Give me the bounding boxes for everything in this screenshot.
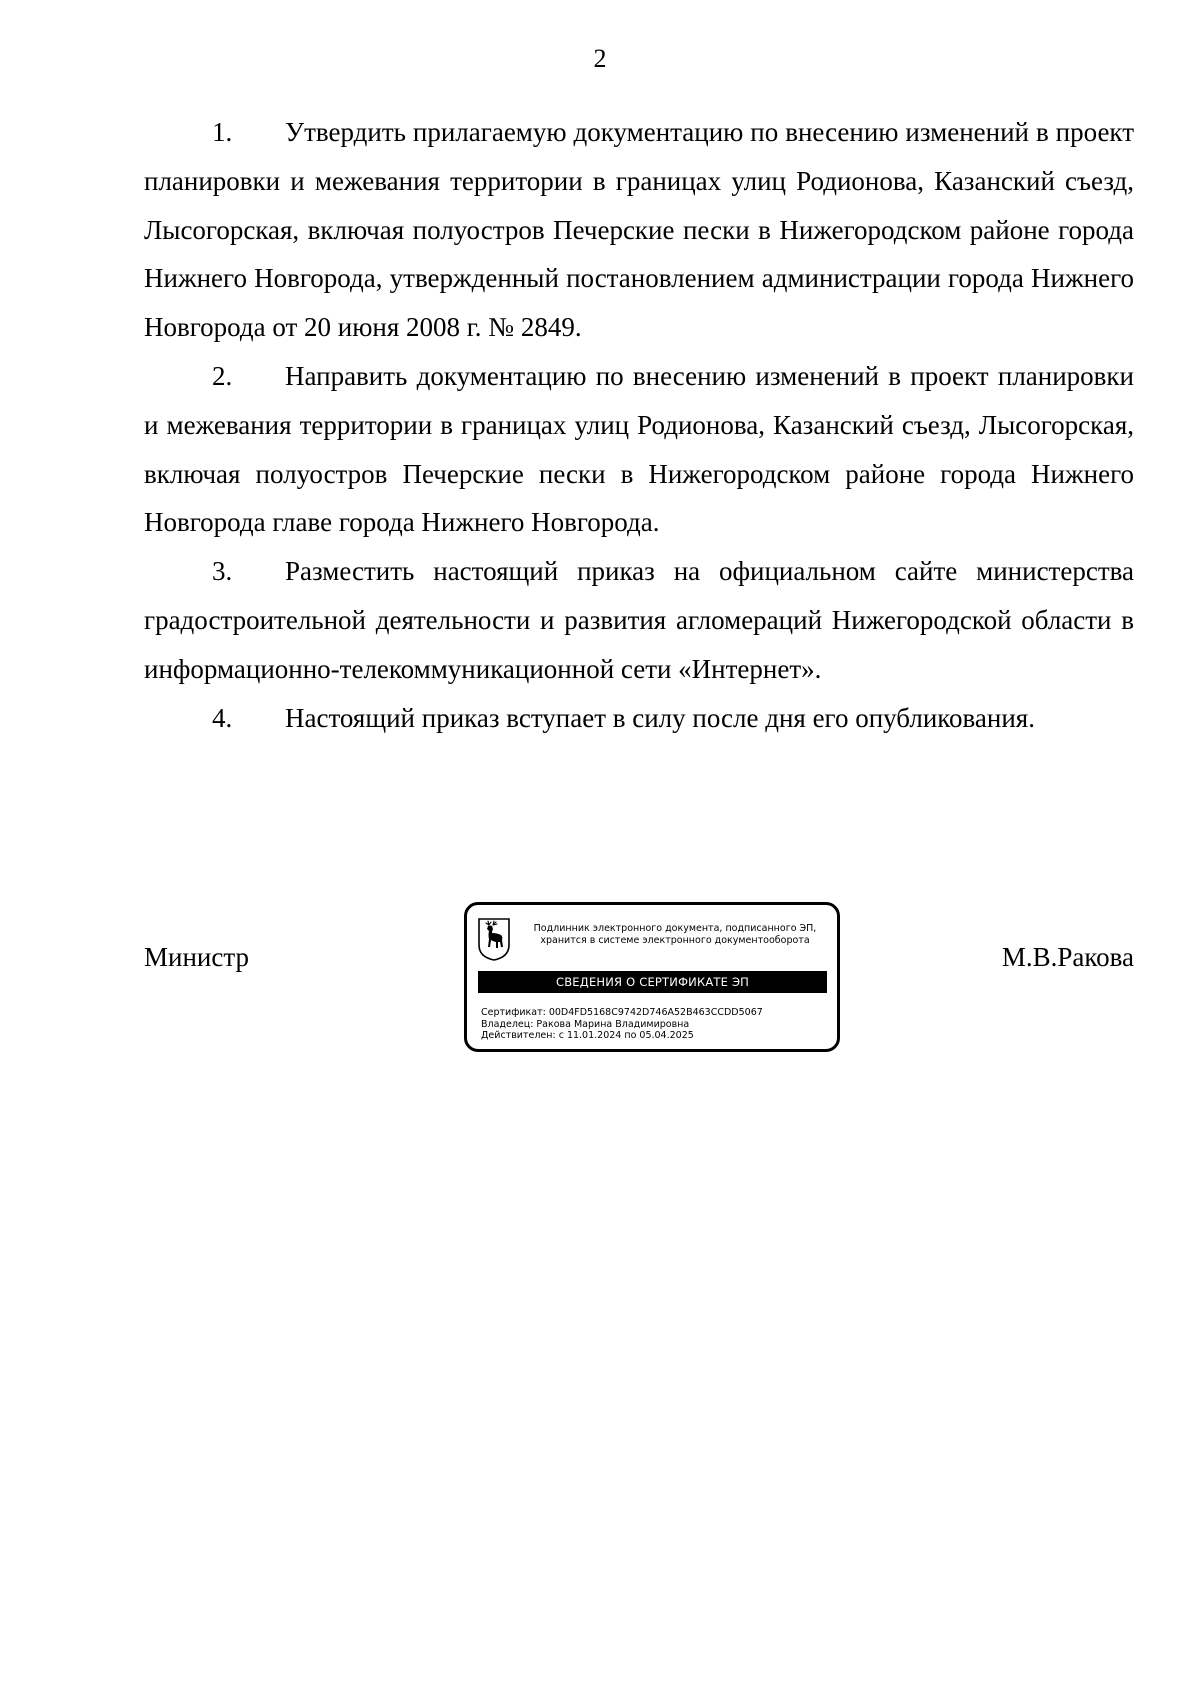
- stamp-bar-title: СВЕДЕНИЯ О СЕРТИФИКАТЕ ЭП: [478, 971, 827, 993]
- item-number: 4.: [212, 702, 233, 733]
- certificate-number: Сертификат: 00D4FD5168C9742D746A52B463CCDD5067: [481, 1007, 763, 1018]
- item-number: 3.: [212, 556, 233, 587]
- item-text: Настоящий приказ вступает в силу после дня его опубликования.: [285, 702, 1035, 733]
- order-item-3: [144, 547, 1134, 693]
- certificate-validity: Действителен: с 11.01.2024 по 05.04.2025: [481, 1030, 694, 1041]
- order-body: [144, 108, 1134, 742]
- order-item-4: [144, 694, 1134, 743]
- item-text: Утвердить прилагаемую документацию по внесению изменений в проект планировки и межевания территории в границах улиц Родионова, Казанский съезд, Лысогорская, включая полуостров Печерские пески в Нижегородском районе города Нижнего Новгорода, утвержденный постановлением администрации города Нижнего Новгорода от 20 июня 2008 г. № 2849.: [144, 117, 1134, 343]
- item-text: Разместить настоящий приказ на официальном сайте министерства градостроительной деятельности и развития агломераций Нижегородской области в информационно-телекоммуникационной сети «Интернет».: [144, 556, 1134, 684]
- stamp-header-line: Подлинник электронного документа, подписанного ЭП,: [533, 923, 817, 934]
- item-number: 1.: [212, 117, 233, 147]
- item-text: Направить документацию по внесению изменений в проект планировки и межевания территории в границах улиц Родионова, Казанский съезд, Лысогорская, включая полуостров Печерские пески в Нижегородском районе города Нижнего Новгорода главе города Нижнего Новгорода.: [144, 360, 1134, 538]
- stamp-header-line: хранится в системе электронного документооборота: [540, 935, 810, 946]
- signer-position: Министр: [144, 942, 249, 972]
- signer-name: М.В.Ракова: [1001, 942, 1134, 972]
- stamp-header: [515, 923, 835, 947]
- order-item-1: [144, 108, 1134, 352]
- signature-block: [144, 920, 1134, 1070]
- electronic-signature-stamp: [464, 902, 840, 1052]
- page-number: 2: [593, 44, 607, 73]
- certificate-owner: Владелец: Ракова Марина Владимировна: [481, 1018, 690, 1030]
- deer-coat-of-arms-icon: [477, 917, 511, 961]
- order-item-2: [144, 352, 1134, 547]
- stamp-details: [481, 1007, 831, 1042]
- item-number: 2.: [212, 360, 233, 391]
